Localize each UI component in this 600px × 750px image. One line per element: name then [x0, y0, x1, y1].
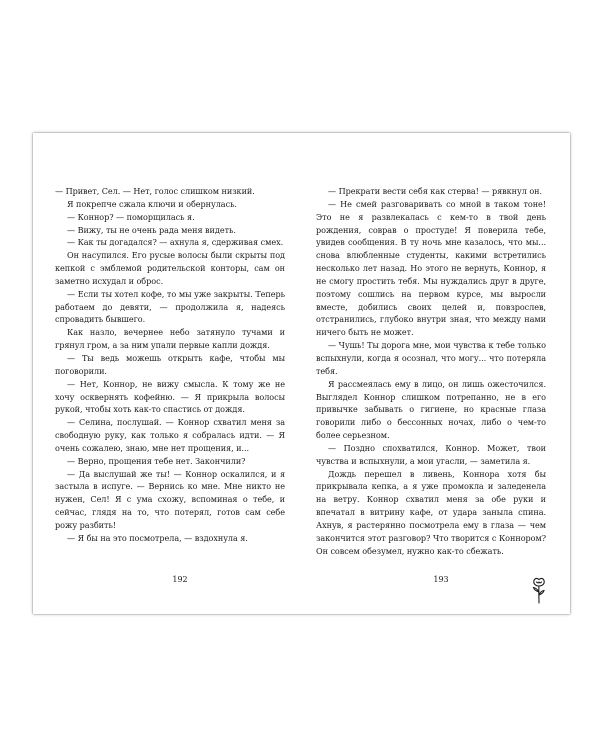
right-paragraph: — Прекрати вести себя как стерва! — рявкнул он. — [328, 186, 543, 196]
right-paragraph: — Чушь! Ты дорога мне, мои чувства к тебе только вспыхнули, когда я осознал, что могу... что потеряла тебя. — [316, 340, 546, 376]
right-page — [316, 185, 546, 557]
left-page — [55, 185, 285, 545]
left-paragraph: Он насупился. Его русые волосы были скрыты под кепкой с эмблемой родительской конторы, сам он заметно исхудал и оброс. — [55, 250, 285, 286]
left-paragraph: — Ты ведь можешь открыть кафе, чтобы мы поговорили. — [55, 352, 285, 376]
left-paragraph: Я покрепче сжала ключи и обернулась. — [67, 198, 237, 209]
left-paragraph: — Нет, Коннор, не вижу смысла. К тому же не хочу осквернять кофейню. — Я прикрыла волосы рукой, чтобы хоть как-то спастись от дождя. — [55, 378, 285, 415]
left-paragraph: — Я бы на это посмотрела, — вздохнула я. — [67, 532, 248, 543]
left-paragraph: — Привет, Сел. — Нет, голос слишком низкий. — [55, 186, 255, 196]
right-paragraph: Дождь перешел в ливень, Коннора хотя бы прикрывала кепка, а я уже промокла и заледенела на ветру. Коннор схватил меня за обе руки и впечатал в витрину кафе, от удара заныла спина. Ахнув, я растерянно посмотрела ему в глаза — чем закончится этот разговор? Что творится с Коннором? Он совсем обезумел, нужно как-то сбежать. — [316, 468, 546, 556]
left-paragraph: — Да выслушай же ты! — Коннор оскалился, и я застыла в испуге. — Вернись ко мне. Мне никто не нужен, Сел! Я с ума схожу, вспоминая о тебе, и сейчас, глядя на то, что потерял, готов сам себе рожу разбить! — [55, 468, 285, 530]
right-paragraph: Я рассмеялась ему в лицо, он лишь ожесточился. Выглядел Коннор слишком потрепанно, не в его привычке забывать о гигиене, но красные глаза говорили либо о бессонных ночах, либо о чем-то более серьезном. — [316, 378, 546, 441]
left-paragraph: — Вижу, ты не очень рада меня видеть. — [67, 224, 236, 235]
right-paragraph: — Поздно спохватился, Коннор. Может, твои чувства и вспыхнули, а мои угасли, — заметила я. — [316, 442, 546, 466]
page-number-right: 193 — [433, 575, 449, 584]
right-paragraph: — Не смей разговаривать со мной в таком тоне! Это не я развлекалась с кем-то в твой день рождения, соврав о простуде! Я поверила тебе, увидев сообщения. В ту ночь мне казалось, что мы... снова влюбленные студенты, какими встретились несколько лет назад. Но этого не вернуть, Коннор, я не смогу простить тебя. Мы нуждались друг в друге, поэтому сошлись на первом курсе, мы выросли вместе, добились своих целей и, повзрослев, отстранились, глубоко внутри зная, что между нами ничего быть не может. — [316, 198, 546, 338]
left-paragraph: — Коннор? — поморщилась я. — [67, 211, 195, 222]
left-paragraph: — Если ты хотел кофе, то мы уже закрыты. Теперь работаем до девяти, — продолжила я, надеясь спровадить бывшего. — [55, 288, 285, 325]
left-paragraph: — Селина, послушай. — Коннор схватил меня за свободную руку, как только я собралась идти. — Я очень сожалею, знаю, мне нет прощения, и... — [55, 417, 285, 453]
left-paragraph: Как назло, вечернее небо затянуло тучами и грянул гром, а за ним упали первые капли дождя. — [55, 327, 285, 351]
flower-sprig-icon — [528, 574, 550, 604]
left-paragraph: — Верно, прощения тебе нет. Закончили? — [67, 455, 246, 466]
book-spread — [33, 133, 570, 614]
left-paragraph: — Как ты догадался? — ахнула я, сдерживая смех. — [67, 237, 284, 248]
page-number-left: 192 — [172, 575, 188, 584]
